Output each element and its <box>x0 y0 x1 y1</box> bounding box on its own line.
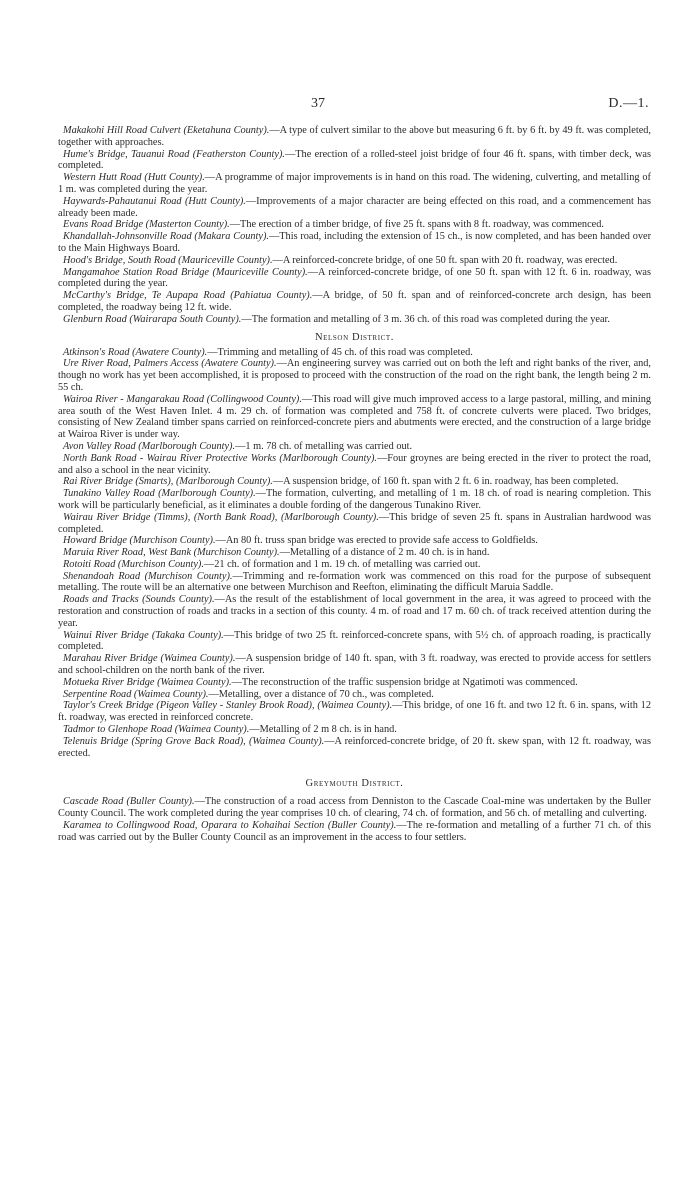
page-header <box>58 0 651 125</box>
paragraph-title: Wairau River Bridge (Timms), (North Bank Road), (Marlborough County). <box>63 511 379 523</box>
paragraph-text: —A suspension bridge of 140 ft. span, with 3 ft. roadway, was erected to provide access for settlers and school-children on the north bank of the river. <box>58 653 651 677</box>
paragraph <box>58 796 651 820</box>
paragraph <box>58 219 651 231</box>
paragraph-text: —The reconstruction of the traffic suspension bridge at Ngatimoti was commenced. <box>231 676 578 688</box>
paragraph <box>58 736 651 760</box>
paragraph-title: Mangamahoe Station Road Bridge (Mauriceville County). <box>63 266 308 278</box>
paragraph <box>58 535 651 547</box>
paragraph-title: Taylor's Creek Bridge (Pigeon Valley - Stanley Brook Road), (Waimea County). <box>63 700 393 712</box>
paragraph-text: —A reinforced-concrete bridge, of 20 ft. skew span, with 12 ft. roadway, was erected. <box>58 735 651 759</box>
paragraph-title: Shenandoah Road (Murchison County). <box>63 570 233 582</box>
paragraph <box>58 653 651 677</box>
paragraph-text: —A programme of major improvements is in hand on this road. The widening, culverting, and metalling of 1 m. was completed during the year. <box>58 172 651 195</box>
paragraph-text: —A bridge, of 50 ft. span and of reinforced-concrete arch design, has been completed, the roadway being 12 ft. wide. <box>58 290 651 313</box>
paragraph-title: Howard Bridge (Murchison County). <box>63 535 216 547</box>
paragraph-title: Western Hutt Road (Hutt County). <box>63 172 205 184</box>
paragraph-title: Karamea to Collingwood Road, Oparara to Kohaihai Section (Buller County). <box>63 820 397 832</box>
paragraph-text: —The formation, culverting, and metalling of 1 m. 18 ch. of road is nearing completion. This work will be particularly beneficial, as it eliminates a double fording of the dangerous Tunakino River. <box>58 488 651 511</box>
paragraph <box>58 820 651 844</box>
paragraph <box>58 547 651 559</box>
paragraph-title: Cascade Road (Buller County). <box>63 796 195 808</box>
paragraph <box>58 700 651 724</box>
paragraph <box>58 724 651 736</box>
paragraph-title: Wairoa River - Mangarakau Road (Collingwood County). <box>63 393 302 405</box>
paragraph-text: —This bridge, of one 16 ft. and two 12 ft. 6 in. spans, with 12 ft. roadway, was erected in reinforced concrete. <box>58 700 651 724</box>
paragraph-title: Glenburn Road (Wairarapa South County). <box>63 313 242 325</box>
paragraph-title: Khandallah-Johnsonville Road (Makara County). <box>63 231 269 243</box>
paragraph-title: Avon Valley Road (Marlborough County). <box>63 440 236 452</box>
paragraph-title: Marahau River Bridge (Waimea County). <box>63 653 236 665</box>
paragraph-title: Telenuis Bridge (Spring Grove Back Road), (Waimea County). <box>63 735 325 747</box>
paragraph <box>58 358 651 393</box>
paragraph-title: Ure River Road, Palmers Access (Awatere County). <box>63 358 277 370</box>
paragraph-title: Rai River Bridge (Smarts), (Marlborough County). <box>63 476 273 488</box>
document-page <box>58 0 651 844</box>
paragraph-title: McCarthy's Bridge, Te Aupapa Road (Pahiatua County). <box>63 290 313 302</box>
paragraph-text: —An 80 ft. truss span bridge was erected to provide safe access to Goldfields. <box>215 535 538 547</box>
paragraph-text: —Metalling, over a distance of 70 ch., was completed. <box>208 688 434 700</box>
paragraph-text: —The formation and metalling of 3 m. 36 ch. of this road was completed during the year. <box>241 313 610 325</box>
paragraph-title: Maruia River Road, West Bank (Murchison County). <box>63 547 280 559</box>
section-heading: Nelson District. <box>314 331 394 343</box>
paragraph-text: —The erection of a timber bridge, of five 25 ft. spans with 8 ft. roadway, was commenced. <box>229 219 604 231</box>
paragraph-text: —Four groynes are being erected in the river to protect the road, and also a school in the near vicinity. <box>58 452 652 476</box>
paragraph <box>58 172 651 196</box>
document-reference: D.—1. <box>608 96 649 111</box>
paragraph-title: Motueka River Bridge (Waimea County). <box>63 676 232 688</box>
paragraph-text: —The construction of a road access from Denniston to the Cascade Coal-mine was undertaken by the Buller County Council. The work completed during the year comprises 10 ch. of clearing, 74 ch. of formation, and 56 ch. of metalling and culverting. <box>58 796 651 820</box>
paragraph <box>58 314 651 326</box>
paragraph <box>58 149 651 173</box>
paragraph-text: —Metalling of a distance of 2 m. 40 ch. is in hand. <box>279 547 490 559</box>
paragraph-title: Serpentine Road (Waimea County). <box>63 688 209 700</box>
paragraph-text: —As the result of the establishment of local government in the area, it was agreed to proceed with the restoration and construction of roads and tracks in a section of this county. 4 m. of road and 17 m. 60 ch. of track received attention during the year. <box>58 594 651 629</box>
document-body <box>58 125 651 844</box>
page-number: 37 <box>311 96 325 111</box>
paragraph <box>58 125 651 149</box>
paragraph-text: —The erection of a rolled-steel joist bridge of four 46 ft. spans, with timber deck, was completed. <box>58 148 651 172</box>
paragraph-text: —A type of culvert similar to the above but measuring 6 ft. by 6 ft. by 49 ft. was completed, together with approaches. <box>58 125 651 148</box>
paragraph-text: —Trimming and metalling of 45 ch. of this road was completed. <box>207 346 473 358</box>
paragraph-text: —21 ch. of formation and 1 m. 19 ch. of metalling was carried out. <box>203 558 481 570</box>
paragraph <box>58 689 651 701</box>
paragraph <box>58 559 651 571</box>
paragraph-text: —This bridge of seven 25 ft. spans in Australian hardwood was completed. <box>58 511 651 535</box>
section-heading: Greymouth District. <box>305 778 404 790</box>
paragraph-title: Roads and Tracks (Sounds County). <box>63 594 215 606</box>
paragraph-title: Hume's Bridge, Tauanui Road (Featherston County). <box>63 148 285 160</box>
paragraph <box>58 571 651 595</box>
paragraph-text: —An engineering survey was carried out on both the left and right banks of the river, and, though no work has yet been accomplished, it is proposed to proceed with the construction of the road on the right bank, the length being 2 m. 55 ch. <box>58 358 652 393</box>
paragraph-text: —Metalling of 2 m 8 ch. is in hand. <box>249 724 397 736</box>
paragraph-title: Tadmor to Glenhope Road (Waimea County). <box>63 724 250 736</box>
paragraph <box>58 347 651 359</box>
paragraph-title: Wainui River Bridge (Takaka County). <box>63 629 224 641</box>
paragraph-title: Evans Road Bridge (Masterton County). <box>63 219 230 231</box>
paragraph <box>58 196 651 220</box>
paragraph <box>58 594 651 629</box>
paragraph-text: —A reinforced-concrete bridge, of one 50 ft. span with 20 ft. roadway, was erected. <box>272 254 618 266</box>
paragraph <box>58 394 651 441</box>
paragraph <box>58 255 651 267</box>
paragraph-text: —A reinforced-concrete bridge, of one 50 ft. span with 12 ft. 6 in. roadway, was completed during the year. <box>58 266 651 290</box>
paragraph <box>58 630 651 654</box>
paragraph <box>58 476 651 488</box>
paragraph <box>58 267 651 291</box>
paragraph-text: —The re-formation and metalling of a further 71 ch. of this road was carried out by the Buller County Council as an improvement in the access to four settlers. <box>58 820 651 843</box>
paragraph-title: Makakohi Hill Road Culvert (Eketahuna County). <box>63 125 270 136</box>
paragraph-title: North Bank Road - Wairau River Protective Works (Marlborough County). <box>63 452 377 464</box>
paragraph <box>58 290 651 314</box>
paragraph <box>58 441 651 453</box>
paragraph-text: —Improvements of a major character are being effected on this road, and a commencement has already been made. <box>58 195 652 219</box>
paragraph-title: Atkinson's Road (Awatere County). <box>63 346 208 358</box>
paragraph-title: Rotoiti Road (Murchison County). <box>63 558 204 570</box>
paragraph <box>58 512 651 536</box>
paragraph <box>58 453 651 477</box>
paragraph-text: —This road will give much improved access to a large pastoral, milling, and mining area south of the West Haven Inlet. 4 m. 29 ch. of formation was completed and 758 ft. of concrete culverts were placed. Two bridges, consisting of New Zealand timber spans carried on reinforced-concrete piers and abutments were erected, and the construction of a large bridge at Wairoa River is under way. <box>58 393 651 441</box>
paragraph-text: —This bridge of two 25 ft. reinforced-concrete spans, with 5½ ch. of approach roading, is practically completed. <box>58 629 651 653</box>
paragraph <box>58 488 651 512</box>
paragraph-title: Tunakino Valley Road (Marlborough County). <box>63 488 256 500</box>
paragraph-text: —1 m. 78 ch. of metalling was carried out. <box>235 440 413 452</box>
paragraph-title: Haywards-Pahautanui Road (Hutt County). <box>63 195 246 207</box>
paragraph-text: —This road, including the extension of 15 ch., is now completed, and has been handed over to the Main Highways Board. <box>58 231 651 254</box>
paragraph-title: Hood's Bridge, South Road (Mauriceville County). <box>63 254 273 266</box>
paragraph-text: —Trimming and re-formation work was commenced on this road for the purpose of subsequent metalling. The route will be an alternative one between Murchison and Reefton, eliminating the difficult Maruia Saddle. <box>58 570 651 594</box>
paragraph <box>58 677 651 689</box>
paragraph-text: —A suspension bridge, of 160 ft. span with 2 ft. 6 in. roadway, has been completed. <box>272 476 619 488</box>
paragraph <box>58 231 651 255</box>
